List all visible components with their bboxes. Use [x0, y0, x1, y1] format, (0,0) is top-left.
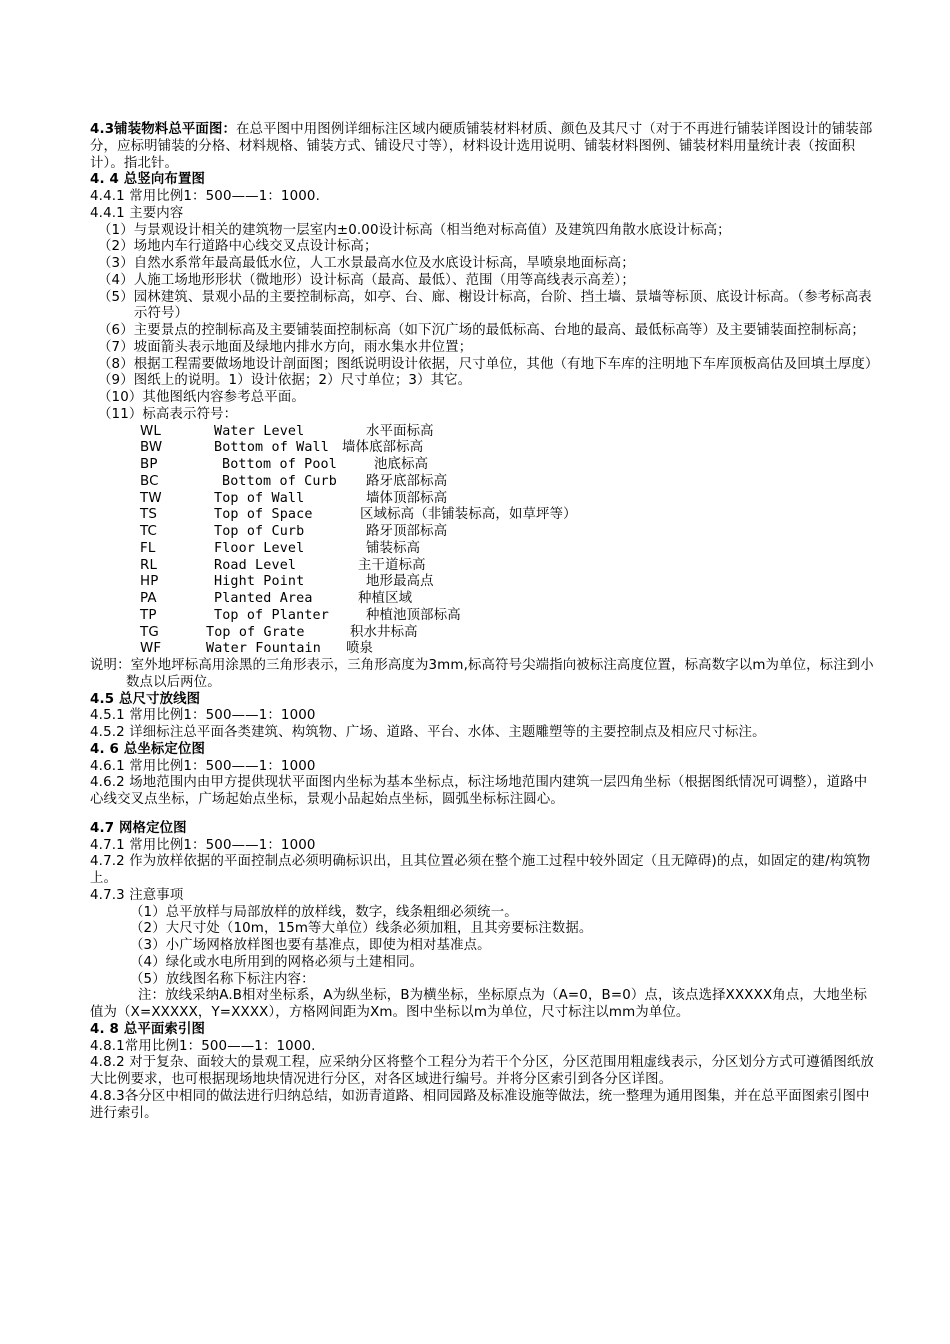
- section-title: 4.5 总尺寸放线图: [90, 691, 201, 707]
- symbol-code: BP: [140, 457, 158, 472]
- symbol-english: Top of Planter: [214, 607, 329, 623]
- symbol-row: [90, 641, 880, 658]
- symbol-code: WL: [140, 423, 162, 439]
- symbol-code: BW: [140, 440, 163, 456]
- symbol-row: [90, 474, 880, 491]
- list-item: （11）标高表示符号：: [98, 406, 238, 422]
- scale-line: 4.5.1 常用比例1：500——1：1000: [90, 708, 316, 724]
- list-item: （2）大尺寸处（10m，15m等大单位）线条必须加粗，且其旁要标注数据。: [130, 921, 593, 937]
- symbol-row: [90, 507, 880, 524]
- spacer: [90, 809, 880, 821]
- symbol-code: TS: [140, 507, 157, 523]
- list-item: （3）小广场网格放样图也要有基准点，即使为相对基准点。: [130, 938, 491, 953]
- symbol-chinese: 种植池顶部标高: [366, 607, 461, 623]
- symbol-english: Water Level: [214, 423, 305, 439]
- scale-line: 4.8.1常用比例1：500——1：1000.: [90, 1038, 316, 1054]
- symbol-row: [90, 558, 880, 575]
- symbol-code: BC: [140, 473, 159, 489]
- symbol-code: RL: [140, 557, 158, 573]
- paragraph: 4.5.2 详细标注总平面各类建筑、构筑物、广场、道路、平台、水体、主题雕塑等的主要控制点及相应尺寸标注。: [90, 725, 766, 740]
- symbol-chinese: 墙体顶部标高: [366, 490, 448, 506]
- symbol-chinese: 铺装标高: [366, 540, 421, 556]
- subsection-title: 4.7.3 注意事项: [90, 887, 184, 903]
- symbol-chinese: 路牙底部标高: [366, 473, 448, 489]
- symbol-row: [90, 625, 880, 642]
- note-paragraph: 说明：室外地坪标高用涂黑的三角形表示，三角形高度为3mm,标高符号尖端指向被标注高度位置，标高数字以m为单位，标注到小数点以后两位。: [90, 658, 874, 690]
- paragraph: 在总平图中用图例详细标注区域内硬质铺装材料材质、颜色及其尺寸（对于不再进行铺装详图设计的铺装部分，应标明铺装的分格、材料规格、铺装方式、铺设尺寸等），材料设计选用说明、铺装材料图例、铺装材料用量统计表（按面积计）。指北针。: [90, 122, 873, 171]
- list-item: （4）人施工场地形形状（微地形）设计标高（最高、最低）、范围（用等高线表示高差）；: [98, 272, 635, 288]
- document-body: [90, 122, 880, 1122]
- symbol-code: FL: [140, 540, 156, 556]
- symbol-code: TG: [140, 624, 159, 640]
- symbol-code: HP: [140, 574, 159, 590]
- list-item: （5）放线图名称下标注内容：: [130, 971, 315, 987]
- symbol-english: Water Fountain: [206, 641, 321, 657]
- symbol-row: [90, 591, 880, 608]
- symbol-english: Bottom of Wall: [214, 440, 329, 456]
- symbol-chinese: 主干道标高: [358, 557, 426, 573]
- symbol-row: [90, 491, 880, 508]
- symbol-chinese: 墙体底部标高: [342, 440, 424, 456]
- symbol-chinese: 种植区域: [358, 591, 413, 606]
- subsection-title: 4.4.1 主要内容: [90, 205, 184, 221]
- scale-line: 4.7.1 常用比例1：500——1：1000: [90, 837, 316, 853]
- list-item: （3）自然水系常年最高最低水位，人工水景最高水位及水底设计标高，旱喷泉地面标高；: [98, 256, 635, 271]
- symbol-chinese: 积水井标高: [350, 624, 418, 640]
- list-item: （5）园林建筑、景观小品的主要控制标高，如亭、台、廊、榭设计标高，台阶、挡土墙、景墙等标顶、底设计标高。（参考标高表示符号）: [98, 289, 872, 322]
- symbol-english: Road Level: [214, 557, 297, 573]
- note-paragraph: 注：放线采纳A.B相对坐标系，A为纵坐标，B为横坐标，坐标原点为（A=0，B=0）点，该点选择XXXXX角点，大地坐标值为（X=XXXXX，Y=XXXX），方格网间距为Xm。图中坐标以m为单位，尺寸标注以mm为单位。: [90, 988, 868, 1020]
- section-title: 4. 8 总平面索引图: [90, 1021, 206, 1037]
- symbol-code: TP: [140, 607, 157, 623]
- list-item: （1）与景观设计相关的建筑物一层室内±0.00设计标高（相当绝对标高值）及建筑四角散水底设计标高；: [98, 222, 731, 238]
- symbol-table: [90, 424, 880, 659]
- symbol-english: Bottom of Pool: [222, 457, 337, 472]
- symbol-chinese: 地形最高点: [366, 574, 434, 590]
- symbol-english: Top of Space: [214, 507, 313, 523]
- symbol-english: Hight Point: [214, 574, 305, 590]
- section-title: 4. 4 总竖向布置图: [90, 172, 206, 188]
- paragraph: 4.8.3各分区中相同的做法进行归纳总结，如沥青道路、相同园路及标准设施等做法，统一整理为通用图集，并在总平面图索引图中进行索引。: [90, 1088, 870, 1121]
- symbol-row: [90, 541, 880, 558]
- symbol-chinese: 水平面标高: [366, 423, 434, 439]
- symbol-english: Top of Wall: [214, 490, 305, 506]
- paragraph: 4.8.2 对于复杂、面较大的景观工程，应采纳分区将整个工程分为若干个分区，分区范围用粗虚线表示，分区划分方式可遵循图纸放大比例要求，也可根据现场地块情况进行分区，对各区域进行编号。并将分区索引到各分区详图。: [90, 1055, 874, 1087]
- symbol-english: Planted Area: [214, 591, 313, 606]
- symbol-english: Floor Level: [214, 540, 305, 556]
- section-title: 4.7 网格定位图: [90, 820, 187, 836]
- symbol-chinese: 喷泉: [346, 641, 374, 657]
- symbol-code: PA: [140, 591, 157, 606]
- symbol-row: [90, 424, 880, 441]
- symbol-english: Top of Grate: [206, 624, 305, 640]
- symbol-code: TW: [140, 490, 162, 506]
- list-item: （4）绿化或水电所用到的网格必须与土建相同。: [130, 954, 424, 970]
- symbol-row: [90, 524, 880, 541]
- scale-line: 4.6.1 常用比例1：500——1：1000: [90, 758, 316, 774]
- list-item: （2）场地内车行道路中心线交叉点设计标高；: [98, 239, 378, 255]
- symbol-english: Top of Curb: [214, 524, 305, 539]
- list-item: （1）总平放样与局部放样的放样线，数字，线条粗细必须统一。: [130, 904, 518, 920]
- symbol-chinese: 区域标高（非铺装标高，如草坪等）: [360, 507, 577, 523]
- section-4-3: [90, 122, 880, 172]
- symbol-chinese: 池底标高: [374, 457, 429, 472]
- symbol-row: [90, 574, 880, 591]
- symbol-row: [90, 440, 880, 457]
- section-title: 4. 6 总坐标定位图: [90, 741, 206, 757]
- symbol-row: [90, 457, 880, 474]
- list-item: （7）坡面箭头表示地面及绿地内排水方向，雨水集水井位置；: [98, 339, 473, 355]
- symbol-code: WF: [140, 641, 162, 657]
- list-item: （10）其他图纸内容参考总平面。: [98, 390, 305, 405]
- section-title: 4.3铺装物料总平面图：: [90, 122, 237, 137]
- symbol-chinese: 路牙顶部标高: [366, 524, 448, 539]
- scale-line: 4.4.1 常用比例1：500——1：1000.: [90, 189, 320, 204]
- list-item: （8）根据工程需要做场地设计剖面图；图纸说明设计依据，尺寸单位，其他（有地下车库的注明地下车库顶板高估及回填土厚度）: [98, 356, 879, 372]
- list-item: （9）图纸上的说明。1）设计依据；2）尺寸单位；3）其它。: [98, 373, 472, 389]
- list-item: （6）主要景点的控制标高及主要铺装面控制标高（如下沉广场的最低标高、台地的最高、最低标高等）及主要铺装面控制标高；: [98, 323, 865, 338]
- symbol-english: Bottom of Curb: [222, 473, 337, 489]
- symbol-row: [90, 608, 880, 625]
- paragraph: 4.6.2 场地范围内由甲方提供现状平面图内坐标为基本坐标点，标注场地范围内建筑一层四角坐标（根据图纸情况可调整），道路中心线交叉点坐标，广场起始点坐标，景观小品起始点坐标，圆弧坐标标注圆心。: [90, 775, 868, 807]
- paragraph: 4.7.2 作为放样依据的平面控制点必须明确标识出，且其位置必须在整个施工过程中较外固定（且无障碍)的点，如固定的建/构筑物上。: [90, 854, 871, 886]
- symbol-code: TC: [140, 524, 158, 539]
